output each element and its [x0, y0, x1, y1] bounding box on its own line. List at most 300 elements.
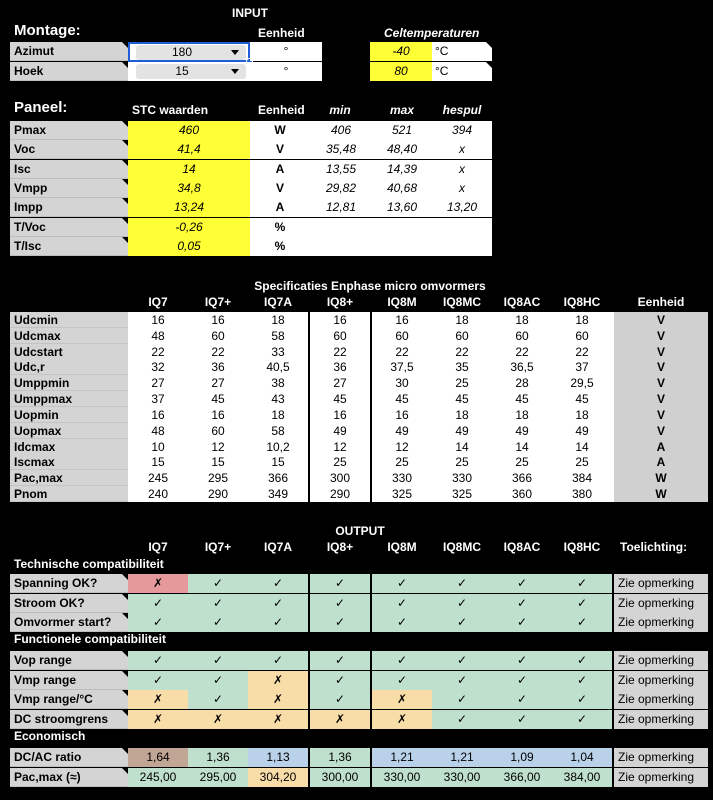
spec-row-label: [10, 344, 128, 360]
spec-value: 49: [492, 423, 552, 439]
spec-value: 30: [372, 375, 432, 391]
spec-value: 45: [310, 391, 370, 407]
zie-opmerking-note[interactable]: Zie opmerking: [614, 594, 708, 613]
panel-row-label: [10, 237, 128, 256]
panel-min-value: 12,81: [310, 198, 372, 217]
hoek-label: Hoek: [10, 62, 128, 81]
spec-value: 60: [188, 423, 248, 439]
output-value: ✓: [310, 690, 370, 709]
output-value: ✗: [248, 710, 308, 729]
panel-hespul-value: x: [432, 140, 492, 159]
spec-row-label-text: Udc,r: [14, 360, 45, 374]
panel-unit: A: [250, 160, 310, 179]
spec-row-label-text: Umppmax: [14, 392, 73, 406]
spec-column-header: IQ8AC: [503, 295, 541, 309]
spec-row-label: [10, 407, 128, 423]
panel-hespul-value: 13,20: [432, 198, 492, 217]
output-column-header: IQ8AC: [503, 540, 541, 554]
spec-row-label-text: Udcstart: [14, 345, 63, 359]
spec-value: 25: [552, 454, 612, 470]
spec-value: 49: [432, 423, 492, 439]
panel-max-value: [372, 218, 432, 237]
output-value: 330,00: [432, 768, 492, 787]
spec-row-label-text: Idcmax: [14, 440, 56, 454]
spec-value: 330: [372, 470, 432, 486]
spec-column-header: IQ8M: [387, 295, 417, 309]
output-value: 1,09: [492, 748, 552, 767]
spec-column-header: IQ7+: [204, 295, 232, 309]
spec-value: 18: [432, 407, 492, 423]
spec-value: 60: [188, 328, 248, 344]
spec-value: 18: [552, 312, 612, 328]
spec-value: 32: [128, 359, 188, 375]
output-value: ✓: [188, 594, 248, 613]
output-value: ✓: [552, 651, 612, 670]
spec-value: 16: [128, 312, 188, 328]
output-value: ✓: [552, 574, 612, 593]
spec-value: 366: [492, 470, 552, 486]
panel-row-label: [10, 121, 128, 140]
spec-value: 36: [310, 359, 370, 375]
panel-min-value: 13,55: [310, 160, 372, 179]
spec-row-label: [10, 391, 128, 407]
output-value: ✓: [492, 613, 552, 632]
toelichting-header: Toelichting:: [620, 540, 688, 554]
output-value: ✗: [372, 690, 432, 709]
output-value: 1,36: [310, 748, 370, 767]
azimut-label: Azimut: [10, 42, 128, 61]
zie-opmerking-note[interactable]: Zie opmerking: [614, 690, 708, 709]
spec-row-label: [10, 375, 128, 391]
spec-value: 22: [492, 344, 552, 360]
spec-row-label: [10, 312, 128, 328]
output-value: ✓: [310, 594, 370, 613]
spec-value: 22: [432, 344, 492, 360]
output-value: ✓: [372, 574, 432, 593]
output-value: ✓: [432, 613, 492, 632]
panel-unit: %: [250, 218, 310, 237]
spec-value: 325: [432, 486, 492, 502]
spec-value: 36,5: [492, 359, 552, 375]
output-value: ✓: [188, 574, 248, 593]
output-value: ✓: [188, 613, 248, 632]
zie-opmerking-note[interactable]: Zie opmerking: [614, 671, 708, 690]
spec-value: 35: [432, 359, 492, 375]
spec-value: 15: [128, 454, 188, 470]
montage-heading: Montage:: [14, 22, 81, 39]
paneel-heading: Paneel:: [14, 99, 68, 116]
output-value: 304,20: [248, 768, 308, 787]
spec-row-label-text: Iscmax: [14, 455, 55, 469]
spec-value: 60: [492, 328, 552, 344]
spec-value: 40,5: [248, 359, 308, 375]
panel-row-label: [10, 218, 128, 237]
spec-value: 58: [248, 423, 308, 439]
spec-unit: V: [614, 423, 708, 439]
celtemp-min-unit: °C: [432, 42, 492, 61]
zie-opmerking-note[interactable]: Zie opmerking: [614, 710, 708, 729]
output-column-header: IQ8M: [387, 540, 417, 554]
panel-max-value: 14,39: [372, 160, 432, 179]
azimut-dropdown[interactable]: 180: [136, 45, 246, 60]
output-value: ✓: [492, 651, 552, 670]
spec-value: 14: [552, 439, 612, 455]
spec-value: 49: [552, 423, 612, 439]
output-value: ✗: [128, 574, 188, 593]
spec-value: 25: [432, 375, 492, 391]
spec-value: 16: [310, 407, 370, 423]
spec-value: 43: [248, 391, 308, 407]
spec-value: 60: [372, 328, 432, 344]
spec-row-label-text: Udcmin: [14, 313, 59, 327]
output-row-label: [10, 690, 128, 709]
spec-value: 25: [492, 454, 552, 470]
spec-value: 15: [188, 454, 248, 470]
spec-value: 22: [310, 344, 370, 360]
spec-value: 16: [372, 312, 432, 328]
panel-max-value: 40,68: [372, 179, 432, 198]
spec-row-label: [10, 423, 128, 439]
spec-value: 36: [188, 359, 248, 375]
output-value: ✓: [310, 651, 370, 670]
output-value: ✓: [372, 594, 432, 613]
spec-value: 49: [310, 423, 370, 439]
spec-value: 380: [552, 486, 612, 502]
panel-row-label-text: Voc: [14, 142, 36, 156]
functional-heading: Functionele compatibiliteit: [14, 632, 167, 646]
spec-column-header: IQ8+: [326, 295, 354, 309]
spec-value: 60: [310, 328, 370, 344]
output-value: ✓: [188, 671, 248, 690]
spec-row-label: [10, 470, 128, 486]
panel-stc-value[interactable]: 41,4: [128, 140, 250, 159]
output-row-label: [10, 671, 128, 690]
spec-value: 27: [310, 375, 370, 391]
panel-hespul-value: [432, 237, 492, 256]
specs-title: Specificaties Enphase micro omvormers: [254, 279, 486, 293]
spec-value: 22: [372, 344, 432, 360]
spec-row-label-text: Pac,max: [14, 471, 63, 485]
spec-value: 16: [128, 407, 188, 423]
min-header: min: [329, 103, 351, 117]
spec-unit: V: [614, 375, 708, 391]
spec-value: 58: [248, 328, 308, 344]
output-value: ✓: [432, 574, 492, 593]
panel-max-value: [372, 237, 432, 256]
hoek-unit: °: [250, 62, 322, 81]
zie-opmerking-note[interactable]: Zie opmerking: [614, 651, 708, 670]
spec-value: 25: [432, 454, 492, 470]
output-value: ✓: [492, 671, 552, 690]
spec-value: 18: [432, 312, 492, 328]
spec-value: 45: [552, 391, 612, 407]
spec-value: 290: [310, 486, 370, 502]
spec-value: 12: [188, 439, 248, 455]
spec-row-label-text: Udcmax: [14, 329, 61, 343]
output-row-label-text: Spanning OK?: [14, 576, 98, 590]
output-value: 245,00: [128, 768, 188, 787]
spec-column-header: IQ8MC: [442, 295, 481, 309]
output-row-label-text: Vmp range/°C: [14, 692, 93, 706]
zie-opmerking-note[interactable]: Zie opmerking: [614, 574, 708, 593]
output-value: ✓: [310, 671, 370, 690]
spec-row-label-text: Umppmin: [14, 376, 70, 390]
output-value: ✗: [310, 710, 370, 729]
input-title: INPUT: [232, 6, 268, 20]
spec-value: 33: [248, 344, 308, 360]
output-row-label-text: Omvormer start?: [14, 615, 112, 629]
spec-unit: V: [614, 344, 708, 360]
spec-column-header: IQ7A: [263, 295, 292, 309]
panel-row-label-text: Pmax: [14, 123, 47, 137]
spec-value: 16: [188, 312, 248, 328]
spec-value: 18: [248, 407, 308, 423]
spec-value: 37: [552, 359, 612, 375]
spec-value: 12: [372, 439, 432, 455]
output-column-header: IQ7+: [204, 540, 232, 554]
spec-row-label: [10, 439, 128, 455]
spec-value: 384: [552, 470, 612, 486]
panel-row-label-text: T/Isc: [14, 239, 42, 253]
output-row-label-text: Pac,max (≈): [14, 770, 81, 784]
output-value: ✓: [310, 574, 370, 593]
output-value: ✓: [372, 651, 432, 670]
panel-row-label-text: Isc: [14, 162, 31, 176]
output-column-header: IQ7A: [263, 540, 292, 554]
spec-value: 330: [432, 470, 492, 486]
output-value: ✓: [128, 671, 188, 690]
output-value: ✗: [248, 690, 308, 709]
spec-value: 37: [128, 391, 188, 407]
panel-max-value: 521: [372, 121, 432, 140]
technical-heading: Technische compatibiliteit: [14, 557, 164, 571]
spec-value: 22: [128, 344, 188, 360]
zie-opmerking-note[interactable]: Zie opmerking: [614, 768, 708, 787]
spec-value: 14: [432, 439, 492, 455]
panel-row-label: [10, 179, 128, 198]
panel-hespul-value: x: [432, 179, 492, 198]
spec-value: 16: [188, 407, 248, 423]
output-row-label-text: Vop range: [14, 653, 72, 667]
celtemp-min-value: -40: [370, 42, 432, 61]
panel-row-label: [10, 140, 128, 159]
output-value: ✗: [128, 690, 188, 709]
output-column-header: IQ8+: [326, 540, 354, 554]
spec-value: 37,5: [372, 359, 432, 375]
spec-value: 10: [128, 439, 188, 455]
spec-unit: W: [614, 470, 708, 486]
spec-value: 28: [492, 375, 552, 391]
spec-column-header: IQ7: [148, 295, 168, 309]
panel-unit: W: [250, 121, 310, 140]
spec-value: 45: [372, 391, 432, 407]
output-row-label: [10, 768, 128, 787]
output-value: 1,64: [128, 748, 188, 767]
spec-row-label: [10, 486, 128, 502]
output-value: ✗: [372, 710, 432, 729]
output-value: ✓: [432, 594, 492, 613]
spec-value: 14: [492, 439, 552, 455]
output-row-label-text: DC/AC ratio: [14, 750, 82, 764]
spec-value: 45: [188, 391, 248, 407]
output-value: 1,04: [552, 748, 612, 767]
output-column-header: IQ8MC: [442, 540, 481, 554]
chevron-down-icon: [231, 50, 239, 55]
panel-min-value: [310, 237, 372, 256]
output-value: ✓: [492, 574, 552, 593]
panel-min-value: 406: [310, 121, 372, 140]
stc-header: STC waarden: [132, 103, 209, 117]
spec-value: 27: [128, 375, 188, 391]
panel-row-label-text: Impp: [14, 200, 43, 214]
output-value: ✓: [432, 671, 492, 690]
panel-unit: A: [250, 198, 310, 217]
celtemp-max-unit: °C: [432, 62, 492, 81]
output-value: ✗: [188, 710, 248, 729]
spec-value: 25: [372, 454, 432, 470]
spec-unit: V: [614, 312, 708, 328]
spec-unit-header: Eenheid: [637, 295, 685, 309]
spec-row-label-text: Pnom: [14, 487, 48, 501]
output-value: ✓: [128, 651, 188, 670]
panel-stc-value[interactable]: 0,05: [128, 237, 250, 256]
spec-value: 245: [128, 470, 188, 486]
spec-value: 12: [310, 439, 370, 455]
spec-unit: V: [614, 328, 708, 344]
panel-stc-value[interactable]: 14: [128, 160, 250, 179]
output-value: 1,36: [188, 748, 248, 767]
zie-opmerking-note[interactable]: Zie opmerking: [614, 748, 708, 767]
spec-row-label: [10, 328, 128, 344]
panel-min-value: 29,82: [310, 179, 372, 198]
spec-row-label-text: Uopmax: [14, 424, 62, 438]
input-eenheid-header: Eenheid: [258, 26, 305, 40]
output-value: ✓: [552, 710, 612, 729]
output-row-label: [10, 651, 128, 670]
spec-value: 16: [310, 312, 370, 328]
spec-value: 325: [372, 486, 432, 502]
spec-value: 366: [248, 470, 308, 486]
hoek-dropdown[interactable]: 15: [136, 64, 246, 79]
azimut-unit: °: [250, 42, 322, 61]
panel-stc-value[interactable]: 460: [128, 121, 250, 140]
spec-value: 45: [492, 391, 552, 407]
celtemp-header: Celtemperaturen: [384, 26, 480, 40]
output-value: ✓: [552, 671, 612, 690]
output-value: 300,00: [310, 768, 370, 787]
panel-row-label-text: T/Voc: [14, 220, 46, 234]
spec-row-label: [10, 454, 128, 470]
output-value: ✓: [492, 690, 552, 709]
spec-value: 300: [310, 470, 370, 486]
output-value: ✓: [188, 651, 248, 670]
output-value: ✗: [248, 671, 308, 690]
output-column-header: IQ8HC: [563, 540, 601, 554]
output-row-label: [10, 613, 128, 632]
celtemp-max-value: 80: [370, 62, 432, 81]
spec-value: 10,2: [248, 439, 308, 455]
output-value: ✓: [248, 651, 308, 670]
panel-max-value: 48,40: [372, 140, 432, 159]
panel-unit: V: [250, 140, 310, 159]
output-value: ✓: [310, 613, 370, 632]
spec-value: 295: [188, 470, 248, 486]
spec-unit: A: [614, 454, 708, 470]
spec-value: 29,5: [552, 375, 612, 391]
spec-value: 16: [372, 407, 432, 423]
spec-value: 349: [248, 486, 308, 502]
output-value: ✓: [128, 594, 188, 613]
spec-value: 240: [128, 486, 188, 502]
output-value: ✓: [432, 690, 492, 709]
spec-unit: V: [614, 407, 708, 423]
panel-stc-value[interactable]: -0,26: [128, 218, 250, 237]
spec-value: 360: [492, 486, 552, 502]
panel-hespul-value: x: [432, 160, 492, 179]
output-row-label-text: Vmp range: [14, 673, 77, 687]
spec-value: 290: [188, 486, 248, 502]
output-row-label-text: DC stroomgrens: [14, 712, 109, 726]
output-row-label: [10, 710, 128, 729]
spec-value: 22: [188, 344, 248, 360]
panel-row-label: [10, 198, 128, 217]
hoek-cell[interactable]: [128, 62, 250, 81]
panel-min-value: 35,48: [310, 140, 372, 159]
output-value: 1,21: [432, 748, 492, 767]
output-value: ✓: [372, 671, 432, 690]
max-header: max: [389, 103, 415, 117]
spec-value: 49: [372, 423, 432, 439]
output-row-label: [10, 748, 128, 767]
output-column-header: IQ7: [148, 540, 168, 554]
panel-unit: %: [250, 237, 310, 256]
output-value: ✗: [128, 710, 188, 729]
spec-row-label: [10, 359, 128, 375]
comment-marker: [486, 42, 492, 48]
panel-max-value: 13,60: [372, 198, 432, 217]
spec-value: 60: [552, 328, 612, 344]
spec-column-header: IQ8HC: [563, 295, 601, 309]
spec-value: 60: [432, 328, 492, 344]
output-value: ✓: [188, 690, 248, 709]
output-value: ✓: [552, 594, 612, 613]
output-value: ✓: [248, 613, 308, 632]
economic-heading: Economisch: [14, 729, 86, 743]
output-row-label-text: Stroom OK?: [14, 596, 85, 610]
spec-row-label-text: Uopmin: [14, 408, 59, 422]
output-value: 295,00: [188, 768, 248, 787]
spec-unit: W: [614, 486, 708, 502]
panel-min-value: [310, 218, 372, 237]
spec-value: 18: [248, 312, 308, 328]
output-value: ✓: [492, 710, 552, 729]
spec-value: 18: [552, 407, 612, 423]
panel-hespul-value: 394: [432, 121, 492, 140]
panel-stc-value[interactable]: 34,8: [128, 179, 250, 198]
panel-stc-value[interactable]: 13,24: [128, 198, 250, 217]
output-row-label: [10, 574, 128, 593]
output-value: ✓: [372, 613, 432, 632]
output-title: OUTPUT: [335, 524, 385, 538]
output-value: ✓: [128, 613, 188, 632]
output-value: ✓: [248, 574, 308, 593]
spec-value: 15: [248, 454, 308, 470]
spec-value: 27: [188, 375, 248, 391]
output-value: 1,13: [248, 748, 308, 767]
zie-opmerking-note[interactable]: Zie opmerking: [614, 613, 708, 632]
azimut-cell[interactable]: [128, 42, 250, 62]
panel-eenheid-header: Eenheid: [258, 103, 305, 117]
